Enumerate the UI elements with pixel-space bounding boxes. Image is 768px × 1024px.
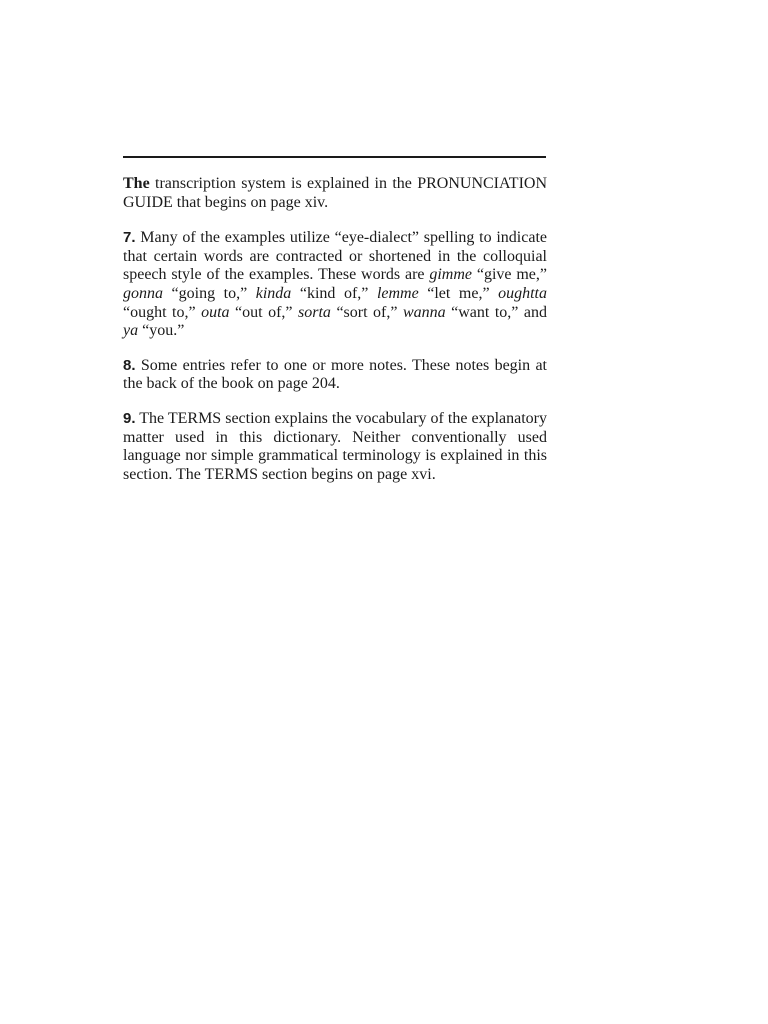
text-run: “ought to,” (123, 303, 202, 321)
text-run: “let me,” (418, 284, 499, 302)
paragraph-text: transcription system is explained in the PRONUNCIATION GUIDE that begins on page xiv. (123, 175, 548, 211)
text-run: “sort of,” (330, 303, 403, 321)
text-run: “kind of,” (291, 284, 377, 302)
paragraph-9 (123, 410, 547, 484)
italic-term: outa (201, 303, 230, 321)
paragraph-lead: The (123, 175, 156, 192)
paragraph-transcription (123, 175, 547, 212)
italic-term: lemme (376, 284, 419, 302)
paragraph-8 (123, 357, 547, 394)
text-run: “going to,” (163, 284, 256, 302)
italic-term: gimme (429, 266, 473, 284)
italic-term: oughtta (498, 284, 547, 302)
paragraph-text: Some entries refer to one or more notes. These notes begin at the back of the book on page 204. (123, 356, 547, 393)
paragraph-text: The TERMS section explains the vocabulary of the explanatory matter used in this dictionary. Neither conventionally used language nor simple grammatical terminology is explained in this section. The TERMS section begins on page xvi. (123, 409, 547, 483)
italic-term: gonna (123, 284, 163, 302)
top-rule (123, 156, 546, 158)
text-run: “give me,” (472, 266, 547, 284)
text-run: “you.” (138, 322, 185, 340)
italic-term: kinda (255, 284, 292, 302)
paragraph-number: 7. (123, 229, 136, 247)
text-column (123, 175, 547, 500)
italic-term: wanna (402, 303, 446, 321)
paragraph-number: 8. (123, 356, 136, 374)
paragraph-number: 9. (123, 409, 136, 427)
text-run: Many of the examples utilize “eye-dialect” spelling to indicate that certain words are contracted or shortened in the colloquial speech style of the examples. These words are (123, 229, 547, 284)
paragraph-7 (123, 229, 547, 341)
text-run: “want to,” and (445, 303, 547, 321)
paragraph-text (123, 229, 547, 339)
italic-term: sorta (298, 303, 331, 321)
italic-term: ya (123, 322, 139, 340)
text-run: “out of,” (229, 303, 299, 321)
